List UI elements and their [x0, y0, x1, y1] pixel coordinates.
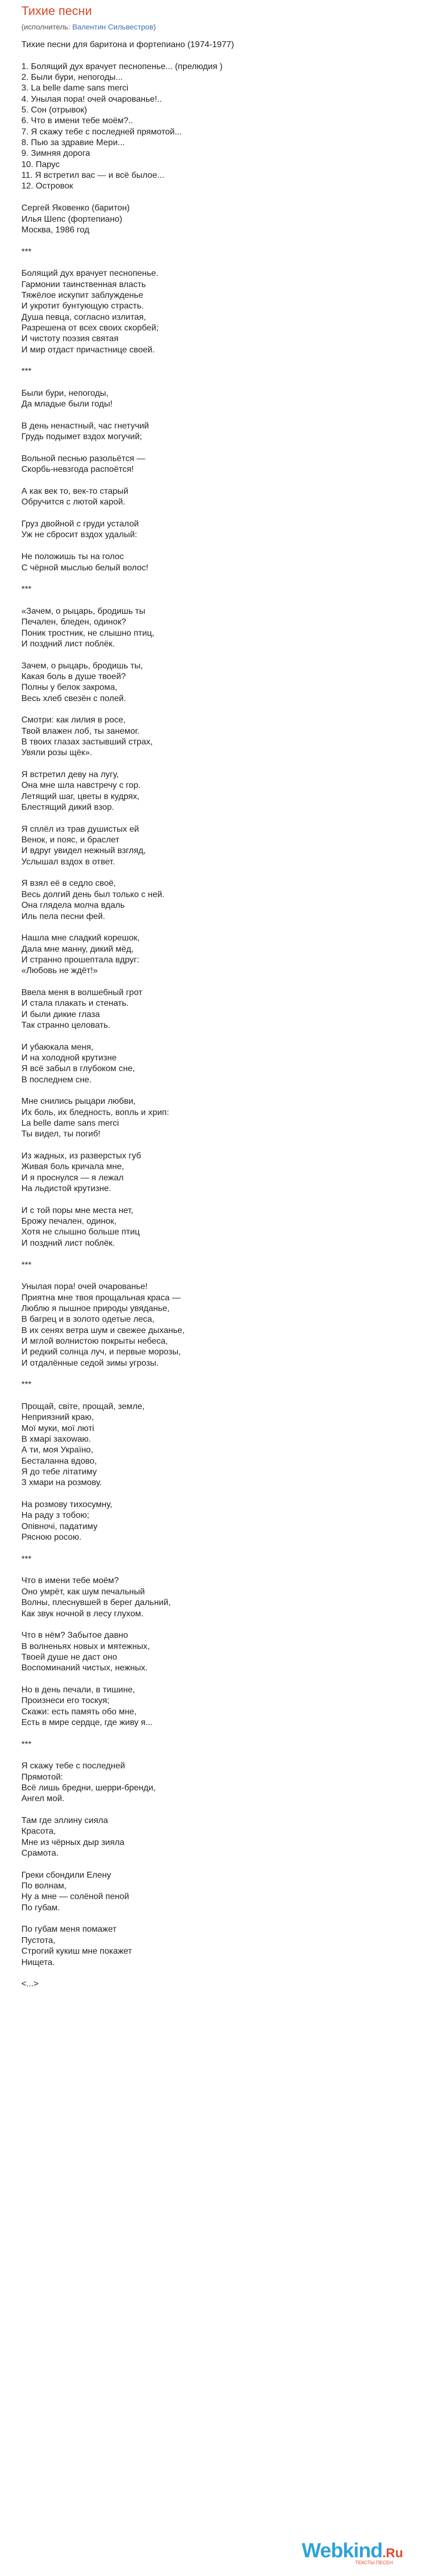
performer-suffix: ) [153, 22, 156, 31]
lyrics-text: Тихие песни для баритона и фортепиано (1974-1977) 1. Болящий дух врачует песнопенье... (прелюдия ) 2. Были бури, непогоды... 3. La belle dame sans merci 4. Унылая пора! очей очарованье!.. 5. Сон (отрывок) 6. Что в имени тебе моём?.. 7. Я скажу тебе с последней прямотой... 8. Пью за здравие Мери... 9. Зимняя дорога 10. Парус 11. Я встретил вас — и всё былое... 12. Островок Сергей Яковенко (баритон) Илья Шепс (фортепиано) Москва, 1986 год *** Болящий дух врачует песнопенье. Гармонии таинственная власть Тяжёлое искупит заблужденье И укротит бунтующую страсть. Душа певца, согласно излитая, Разрешена от всех своих скорбей; И чистоту поэзия святая И мир отдаст причастнице своей. *** Были бури, непогоды, Да младые были годы! В день ненастный, час гнетучий Грудь подымет вздох могучий; Вольной песнью разольётся — Скорбь-невзгода распоётся! А как век то, век-то старый Обручится с лютой карой. Груз двойной с груди усталой Уж не сбросит вздох удалый: Не положишь ты на голос С чёрной мыслью белый волос! *** «Зачем, о рыцарь, бродишь ты Печален, бледен, одинок? Поник тростник, не слышно птиц, И поздний лист поблёк. Зачем, о рыцарь, бродишь ты, Какая боль в душе твоей? Полны у белок закрома, Весь хлеб свезён с полей. Смотри: как лилия в росе, Твой влажен лоб, ты занемог. В твоих глазах застывший страх, Увяли розы щёк». Я встретил деву на лугу, Она мне шла навстречу с гор. Летящий шаг, цветы в кудрях, Блестящий дикий взор. Я сплёл из трав душистых ей Венок, и пояс, и браслет И вдруг увидел нежный взгляд, Услышал вздох в ответ. Я взял её в седло своё, Весь долгий день был только с ней. Она глядела молча вдаль Иль пела песни фей. Нашла мне сладкий корешок, Дала мне манну, дикий мёд, И странно прошептала вдруг: «Любовь не ждёт!» Ввела меня в волшебный грот И стала плакать и стенать. И были дикие глаза Так странно целовать. И убаюкала меня, И на холодной крутизне Я всё забыл в глубоком сне, В последнем сне. Мне снились рыцари любви, Их боль, их бледность, вопль и хрип: La belle dame sans merci Ты видел, ты погиб! Из жадных, из разверстых губ Живая боль кричала мне, И я проснулся — я лежал На льдистой крутизне. И с той поры мне места нет, Брожу печален, одинок, Хотя не слышно больше птиц И поздний лист поблёк. *** Унылая пора! очей очарованье! Приятна мне твоя прощальная краса — Люблю я пышное природы увяданье, В багрец и в золото одетые леса, В их сенях ветра шум и свежее дыханье, И мглой волнистою покрыты небеса, И редкий солнца луч, и первые морозы, И отдалённые седой зимы угрозы. *** Прощай, світе, прощай, земле, Неприязний краю, Мої муки, мої люті В хмарі захowаю. А ти, моя Україно, Бесталанна вдово, Я до тебе літатиму З хмари на розмову. На розмову тихосумну, На раду з тобою; Опівночі, падатиму Рясною росою. *** Что в имени тебе моём? Оно умрёт, как шум печальный Волны, плеснувшей в берег дальний, Как звук ночной в лесу глухом. Что в нём? Забытое давно В волненьях новых и мятежных, Твоей душе не даст оно Воспоминаний чистых, нежных. Но в день печали, в тишине, Произнеси его тоскуя; Скажи: есть память обо мне, Есть в мире сердце, где живу я... *** Я скажу тебе с последней Прямотой: Всё лишь бредни, шерри-бренди, Ангел мой. Там где эллину сияла Красота, Мне из чёрных дыр зияла Срамота. Греки сбондили Елену По волнам, Ну а мне — солёной пеной По губам. По губам меня помажет Пустота, Строгий кукиш мне покажет Нищета. <...> [21, 40, 234, 1989]
performer-prefix: (исполнитель: [21, 22, 73, 31]
site-logo[interactable] [302, 2539, 409, 2564]
performer-link[interactable]: Валентин Сильвестров [72, 22, 154, 31]
logo-tld: .Ru [382, 2546, 403, 2560]
logo-name: Webkind [302, 2540, 383, 2562]
logo-tagline: ТЕКСТЫ ПЕСЕН [355, 2560, 393, 2565]
performer-line [21, 21, 156, 32]
song-title: Тихие песни [21, 4, 92, 18]
